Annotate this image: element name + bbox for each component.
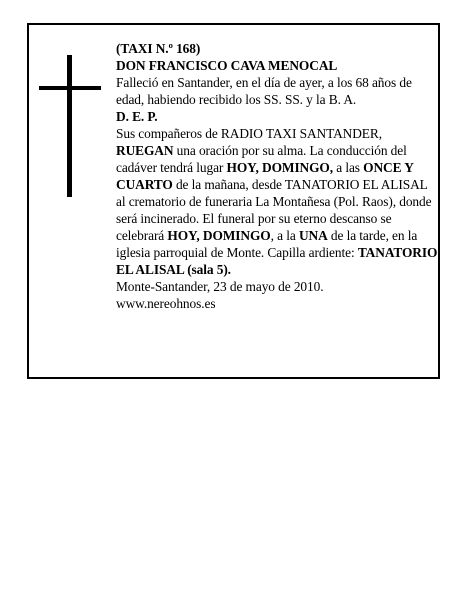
rip-line: D. E. P. — [116, 109, 158, 124]
cross-horizontal-bar — [39, 86, 101, 90]
body-bold-chapel: TANATORIO EL ALISAL (sala 5). — [116, 245, 438, 277]
cross-icon — [29, 25, 119, 225]
body-text-2: una oración por su alma. La conducción del cadáver tendrá lugar — [116, 143, 407, 175]
taxi-number: (TAXI N.º 168) — [116, 41, 201, 56]
notice-text — [116, 40, 438, 312]
deceased-name: DON FRANCISCO CAVA MENOCAL — [116, 58, 338, 73]
body-bold-hoy-domingo: HOY, DOMINGO, — [226, 160, 333, 175]
death-statement: Falleció en Santander, en el día de ayer, a los 68 años de edad, habiendo recibido los SS. SS. y la B. A. — [116, 75, 412, 107]
body-bold-time: ONCE Y CUARTO — [116, 160, 414, 192]
body-text-1: Sus compañeros de RADIO TAXI SANTANDER, — [116, 126, 382, 141]
body-bold-ruegan: RUEGAN — [116, 143, 174, 158]
cross-vertical-bar — [67, 55, 72, 197]
place-date: Monte-Santander, 23 de mayo de 2010. — [116, 279, 324, 294]
body-text-5: , a la — [270, 228, 299, 243]
body-bold-funeral-day: HOY, DOMINGO — [167, 228, 271, 243]
obituary-notice — [27, 23, 440, 379]
body-bold-una: UNA — [298, 228, 328, 243]
body-text-6: de la tarde, en la iglesia parroquial de Monte. Capilla ardiente: — [116, 228, 418, 260]
body-text-3: a las — [333, 160, 364, 175]
body-text-4: de la mañana, desde TANATORIO EL ALISAL al crematorio de funeraria La Montañesa (Pol. Raos), donde será incinerado. El funeral por su eterno descanso se celebrará — [116, 177, 432, 243]
website: www.nereohnos.es — [116, 296, 216, 311]
notice-body — [116, 125, 438, 278]
